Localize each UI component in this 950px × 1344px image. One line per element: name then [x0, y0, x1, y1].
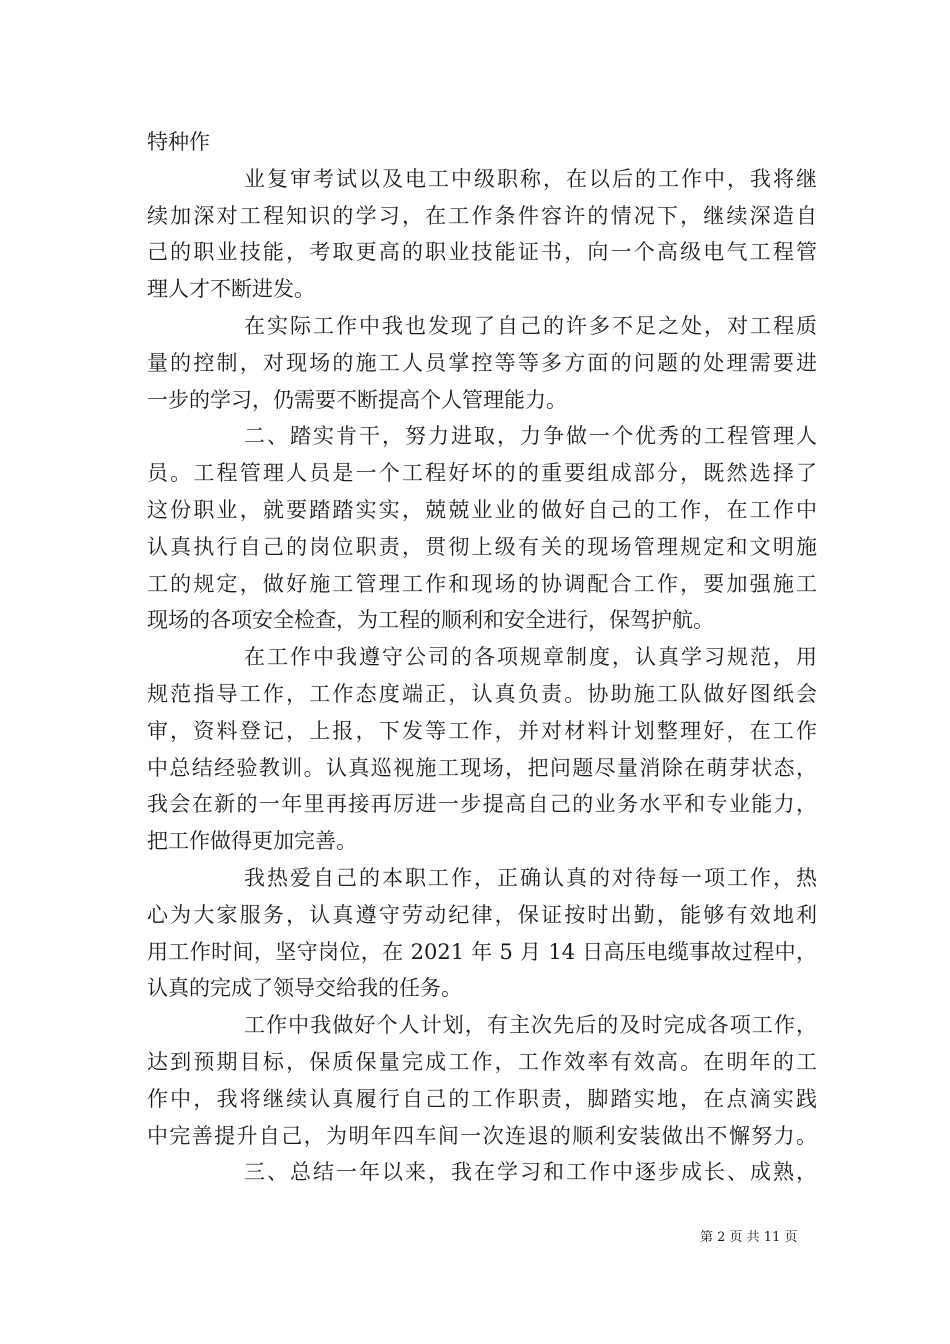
text-line: 规范指导工作，工作态度端正，认真负责。协助施工队做好图纸会 — [147, 682, 817, 706]
text-line: 三、总结一年以来，我在学习和工作中逐步成长、成熟， — [244, 1160, 817, 1185]
text-line: 我会在新的一年里再接再厉进一步提高自己的业务水平和专业能力， — [147, 792, 817, 817]
text-line: 我热爱自己的本职工作，正确认真的对待每一项工作，热 — [244, 866, 817, 890]
text-line: 在工作中我遵守公司的各项规章制度，认真学习规范，用 — [244, 645, 817, 670]
text-line: 特种作 — [147, 130, 210, 154]
text-line: 把工作做得更加完善。 — [147, 829, 357, 854]
text-line: 作中，我将继续认真履行自己的工作职责，脚踏实地，在点滴实践 — [147, 1086, 817, 1111]
text-line: 中完善提升自己，为明年四车间一次连退的顺利安装做出不懈努力。 — [147, 1123, 817, 1148]
text-line: 在实际工作中我也发现了自己的许多不足之处，对工程质 — [244, 314, 817, 338]
text-line: 二、踏实肯干，努力进取，力争做一个优秀的工程管理人 — [244, 424, 817, 449]
text-line: 用工作时间，坚守岗位，在 2021 年 5 月 14 日高压电缆事故过程中， — [147, 939, 817, 964]
text-line: 己的职业技能，考取更高的职业技能证书，向一个高级电气工程管 — [147, 240, 817, 265]
text-line: 审，资料登记，上报，下发等工作，并对材料计划整理好，在工作 — [147, 718, 817, 743]
text-line: 员。工程管理人员是一个工程好坏的的重要组成部分，既然选择了 — [147, 461, 817, 486]
page-footer: 第 2 页 共 11 页 — [700, 1230, 798, 1245]
text-line: 工作中我做好个人计划，有主次先后的及时完成各项工作， — [244, 1013, 817, 1038]
text-line: 中总结经验教训。认真巡视施工现场，把问题尽量消除在萌芽状态， — [147, 755, 817, 780]
text-line: 认真的完成了领导交给我的任务。 — [147, 976, 462, 1001]
text-line: 工的规定，做好施工管理工作和现场的协调配合工作，要加强施工 — [147, 571, 817, 596]
text-line: 量的控制，对现场的施工人员掌控等等多方面的问题的处理需要进 — [147, 350, 817, 375]
text-line: 一步的学习，仍需要不断提高个人管理能力。 — [147, 387, 567, 412]
text-line: 这份职业，就要踏踏实实，兢兢业业的做好自己的工作，在工作中 — [147, 498, 817, 522]
text-line: 续加深对工程知识的学习，在工作条件容许的情况下，继续深造自 — [147, 203, 817, 228]
text-line: 认真执行自己的岗位职责，贯彻上级有关的现场管理规定和文明施 — [147, 534, 817, 559]
text-line: 业复审考试以及电工中级职称，在以后的工作中，我将继 — [244, 166, 817, 191]
text-line: 现场的各项安全检查，为工程的顺利和安全进行，保驾护航。 — [147, 608, 714, 633]
text-line: 达到预期目标，保质保量完成工作，工作效率有效高。在明年的工 — [147, 1050, 817, 1074]
text-line: 理人才不断进发。 — [147, 277, 315, 302]
text-line: 心为大家服务，认真遵守劳动纪律，保证按时出勤，能够有效地利 — [147, 902, 817, 927]
